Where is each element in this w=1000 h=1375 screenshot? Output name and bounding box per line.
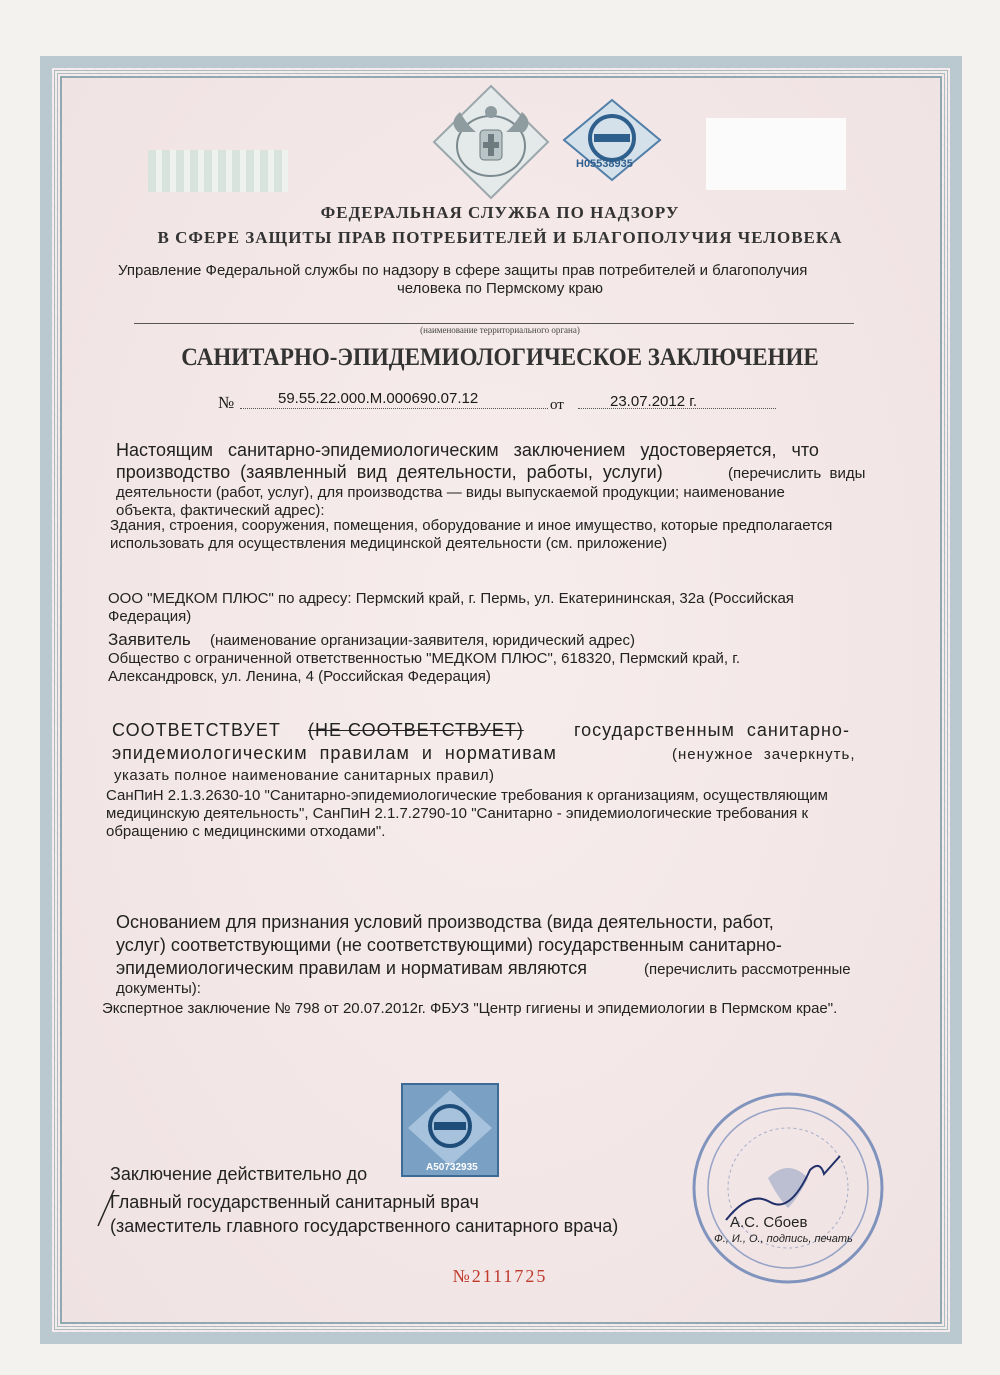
office-name-line1: Управление Федеральной службы по надзору в сфере защиты прав потребителей и благополучия — [118, 262, 808, 279]
conformity-line3: указать полное наименование санитарных правил) — [114, 767, 495, 784]
sanitary-rules-line2: медицинскую деятельность", СанПиН 2.1.7.2790-10 "Санитарно - эпидемиологические требования к — [106, 805, 809, 822]
basis-value: Экспертное заключение № 798 от 20.07.2012г. ФБУЗ "Центр гигиены и эпидемиологии в Пермском крае". — [102, 1000, 838, 1017]
conformity-line2b: (ненужное зачеркнуть, — [672, 746, 856, 763]
slash-mark — [96, 1188, 116, 1228]
section1-value1: Здания, строения, сооружения, помещения, оборудование и иное имущество, которые предполагается — [110, 517, 833, 534]
number-label: № — [218, 393, 235, 412]
coat-of-arms-emblem — [428, 82, 554, 202]
office-caption: (наименование территориального органа) — [420, 325, 580, 335]
section1-line2b: (перечислить виды — [728, 465, 866, 482]
agency-title-line1: ФЕДЕРАЛЬНАЯ СЛУЖБА ПО НАДЗОРУ — [320, 203, 680, 222]
certificate-number: 59.55.22.000.М.000690.07.12 — [278, 390, 479, 407]
section1-line2a: производство (заявленный вид деятельности, работы, услуги) — [116, 462, 663, 482]
conformity-struck: (НЕ СООТВЕТСТВУЕТ) — [308, 720, 524, 740]
section1-line4: объекта, фактический адрес): — [116, 502, 325, 519]
number-underline — [240, 408, 548, 409]
form-number: №2111725 — [452, 1266, 548, 1286]
security-pattern — [148, 150, 288, 192]
certification-logo — [562, 98, 662, 182]
conformity-line2a: эпидемиологическим правилам и нормативам — [112, 743, 557, 763]
chief-doctor-line2: (заместитель главного государственного санитарного врача) — [110, 1216, 619, 1236]
basis-line2: услуг) соответствующими (не соответствующими) государственным санитарно- — [116, 935, 782, 955]
sanitary-rules-line3: обращению с медицинскими отходами". — [106, 823, 386, 840]
signer-name: А.С. Сбоев — [730, 1214, 808, 1231]
certificate-date: 23.07.2012 г. — [610, 393, 698, 410]
agency-title-line2: В СФЕРЕ ЗАЩИТЫ ПРАВ ПОТРЕБИТЕЛЕЙ И БЛАГОПОЛУЧИЯ ЧЕЛОВЕКА — [157, 228, 843, 247]
section1-line1: Настоящим санитарно-эпидемиологическим заключением удостоверяется, что — [116, 440, 819, 460]
valid-until-label: Заключение действительно до — [110, 1164, 368, 1184]
section1-value2: использовать для осуществления медицинской деятельности (см. приложение) — [110, 535, 668, 552]
object-address-line1: ООО "МЕДКОМ ПЛЮС" по адресу: Пермский край, г. Пермь, ул. Екатерининская, 32а (Российская — [108, 590, 794, 607]
applicant-line1: Общество с ограниченной ответственностью "МЕДКОМ ПЛЮС", 618320, Пермский край, г. — [108, 650, 741, 667]
applicant-line2: Александровск, ул. Ленина, 4 (Российская Федерация) — [108, 668, 491, 685]
conformity-rest1: государственным санитарно- — [574, 720, 850, 740]
conformity-word: СООТВЕТСТВУЕТ — [112, 720, 281, 740]
basis-line3a: эпидемиологическим правилам и нормативам являются — [116, 958, 587, 978]
sanitary-rules-line1: СанПиН 2.1.3.2630-10 "Санитарно-эпидемиологические требования к организациям, осуществляющим — [106, 787, 828, 804]
hologram-serial: А50732935 — [426, 1162, 478, 1173]
applicant-label: Заявитель — [108, 630, 191, 649]
blank-label — [706, 118, 846, 190]
hologram-sticker — [398, 1080, 502, 1180]
chief-doctor-line1: Главный государственный санитарный врач — [110, 1192, 479, 1212]
section1-line3: деятельности (работ, услуг), для производства — виды выпускаемой продукции; наименование — [116, 484, 785, 501]
basis-line3b: (перечислить рассмотренные — [644, 961, 851, 978]
office-name-line2: человека по Пермскому краю — [396, 280, 604, 297]
logo-serial: Н05538935 — [576, 158, 633, 170]
basis-line4: документы): — [116, 980, 201, 997]
date-underline — [578, 408, 776, 409]
document-title: САНИТАРНО-ЭПИДЕМИОЛОГИЧЕСКОЕ ЗАКЛЮЧЕНИЕ — [181, 344, 819, 371]
object-address-line2: Федерация) — [108, 608, 192, 625]
office-underline — [134, 323, 854, 324]
applicant-caption: (наименование организации-заявителя, юридический адрес) — [210, 632, 635, 649]
date-label: от — [550, 397, 564, 413]
signature-caption: Ф., И., О., подпись, печать — [714, 1233, 853, 1245]
basis-line1: Основанием для признания условий производства (вида деятельности, работ, — [116, 912, 774, 932]
